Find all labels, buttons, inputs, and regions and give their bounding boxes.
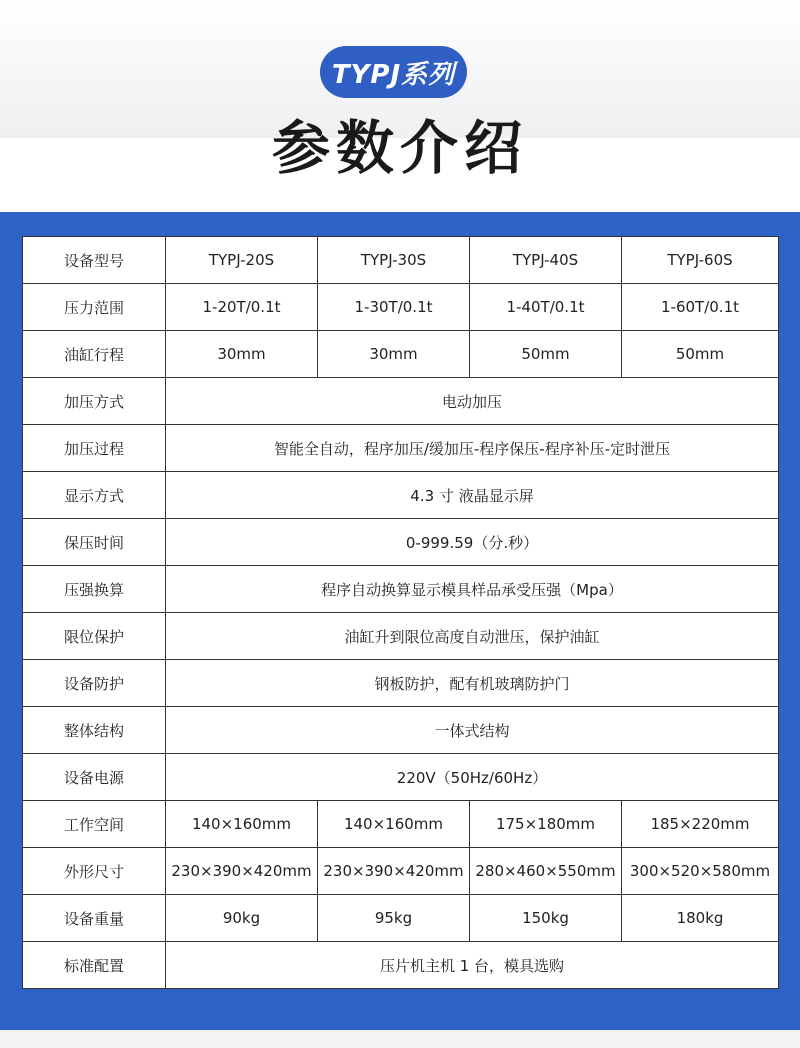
table-row [23,519,779,566]
table-cell: 1-40T/0.1t [470,284,622,331]
spec-table-body [23,237,779,989]
row-label: 油缸行程 [23,331,166,378]
table-row [23,942,779,989]
table-cell: 300×520×580mm [622,848,779,895]
table-row [23,237,779,284]
row-label: 外形尺寸 [23,848,166,895]
table-cell: TYPJ-30S [318,237,470,284]
row-label: 设备电源 [23,754,166,801]
table-cell: 150kg [470,895,622,942]
table-cell-merged: 电动加压 [166,378,779,425]
table-cell-merged: 程序自动换算显示模具样品承受压强（Mpa） [166,566,779,613]
table-row [23,566,779,613]
table-row [23,472,779,519]
table-row [23,895,779,942]
table-cell: 50mm [622,331,779,378]
table-cell: 1-30T/0.1t [318,284,470,331]
table-cell: 230×390×420mm [318,848,470,895]
row-label: 设备防护 [23,660,166,707]
table-cell: 140×160mm [166,801,318,848]
row-label: 保压时间 [23,519,166,566]
table-row [23,754,779,801]
row-label: 压力范围 [23,284,166,331]
table-cell: 185×220mm [622,801,779,848]
table-cell-merged: 钢板防护，配有机玻璃防护门 [166,660,779,707]
table-cell: 1-20T/0.1t [166,284,318,331]
row-label: 显示方式 [23,472,166,519]
table-cell-merged: 4.3 寸 液晶显示屏 [166,472,779,519]
table-cell: 180kg [622,895,779,942]
row-label: 限位保护 [23,613,166,660]
footer-background [0,1030,800,1048]
spec-table [22,236,779,989]
table-cell: 50mm [470,331,622,378]
table-row [23,284,779,331]
table-row [23,613,779,660]
table-cell: 140×160mm [318,801,470,848]
row-label: 整体结构 [23,707,166,754]
row-label: 标准配置 [23,942,166,989]
table-cell: 175×180mm [470,801,622,848]
row-label: 压强换算 [23,566,166,613]
table-cell-merged: 压片机主机 1 台，模具选购 [166,942,779,989]
table-row [23,331,779,378]
series-badge: TYPJ系列 [320,46,467,98]
row-label: 工作空间 [23,801,166,848]
table-row [23,425,779,472]
table-cell-merged: 0-999.59（分.秒） [166,519,779,566]
table-cell-merged: 220V（50Hz/60Hz） [166,754,779,801]
row-label: 加压过程 [23,425,166,472]
table-row [23,660,779,707]
table-cell-merged: 油缸升到限位高度自动泄压，保护油缸 [166,613,779,660]
table-cell: 30mm [318,331,470,378]
table-row [23,707,779,754]
table-cell: 280×460×550mm [470,848,622,895]
row-label: 加压方式 [23,378,166,425]
table-row [23,378,779,425]
table-cell: 30mm [166,331,318,378]
table-cell: 95kg [318,895,470,942]
table-cell: 1-60T/0.1t [622,284,779,331]
row-label: 设备型号 [23,237,166,284]
table-cell-merged: 智能全自动，程序加压/缓加压-程序保压-程序补压-定时泄压 [166,425,779,472]
table-cell: TYPJ-40S [470,237,622,284]
table-cell-merged: 一体式结构 [166,707,779,754]
table-cell: TYPJ-20S [166,237,318,284]
table-cell: 90kg [166,895,318,942]
table-cell: 230×390×420mm [166,848,318,895]
table-cell: TYPJ-60S [622,237,779,284]
table-row [23,801,779,848]
table-row [23,848,779,895]
page-title: 参数介绍 [271,114,528,182]
row-label: 设备重量 [23,895,166,942]
